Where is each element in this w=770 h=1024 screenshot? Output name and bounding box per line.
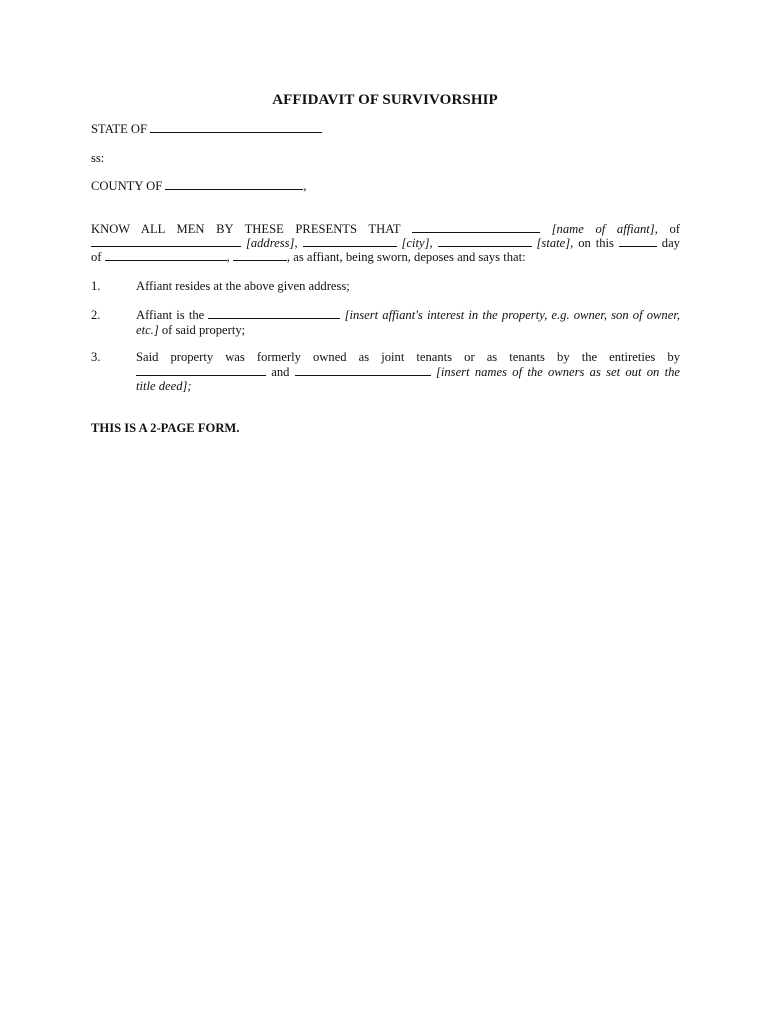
state-line [91,122,680,137]
county-line [91,179,680,194]
day-word: day [661,236,680,250]
city-blank[interactable] [303,236,397,247]
know-lead: KNOW ALL MEN BY THESE PRESENTS THAT [91,222,401,236]
item-2-prefix: Affiant is the [136,308,205,322]
address-blank[interactable] [91,236,241,247]
item-3-row-1: Said property was formerly owned as joint tenants or as tenants by the entireties by [136,350,680,364]
item-3-number: 3. [91,350,101,364]
know-line-3 [91,250,680,265]
state-blank[interactable] [150,122,322,133]
item-3-and: and [271,364,290,379]
state-name-blank[interactable] [438,236,532,247]
document-title: AFFIDAVIT OF SURVIVORSHIP [272,92,498,108]
owner-1-blank[interactable] [136,365,266,376]
address-hint: [address] [245,236,295,250]
month-blank[interactable] [105,250,227,261]
item-3-hint-2: title deed]; [136,379,192,393]
state-label: STATE OF [91,122,148,136]
state-hint: [state] [536,236,571,250]
item-3-row-2 [136,365,680,380]
item-1-row: Affiant resides at the above given address; [136,279,350,293]
owner-2-blank[interactable] [295,365,431,376]
city-hint: [city] [401,236,430,250]
item-3-hint: [insert names of the owners as set out on the [435,364,680,379]
ss-line [91,151,680,166]
know-line-1 [91,222,680,237]
item-2-row-1 [136,308,680,323]
item-1-text [136,279,680,294]
ss-label: ss: [91,151,105,165]
comma: , [226,250,230,264]
two-page-notice: THIS IS A 2-PAGE FORM. [91,421,240,435]
item-2-hint-2: etc.] [136,322,159,337]
affiant-name-blank[interactable] [412,222,540,233]
item-2-text [136,308,680,337]
know-tail: , as affiant, being sworn, deposes and says that: [286,250,526,264]
item-3-text [136,350,680,394]
on-this: , on this [570,236,614,250]
name-hint: [name of affiant] [551,222,655,236]
know-line-2: [address], [city], [state], on this day [91,236,680,251]
day-blank[interactable] [619,236,657,247]
item-1-number: 1. [91,279,101,293]
year-blank[interactable] [233,250,287,261]
of-word: , of [654,222,680,236]
interest-blank[interactable] [208,308,340,319]
of-word-2: of [91,250,102,264]
item-2-hint: [insert affiant's interest in the property, e.g. owner, son of owner, [344,308,680,322]
item-3-row-3 [136,379,680,394]
item-2-suffix: of said property; [158,322,246,337]
item-2-number: 2. [91,308,101,322]
county-suffix: , [303,179,307,193]
county-blank[interactable] [165,179,303,190]
county-label: COUNTY OF [91,179,163,193]
item-2-row-2 [136,323,680,338]
